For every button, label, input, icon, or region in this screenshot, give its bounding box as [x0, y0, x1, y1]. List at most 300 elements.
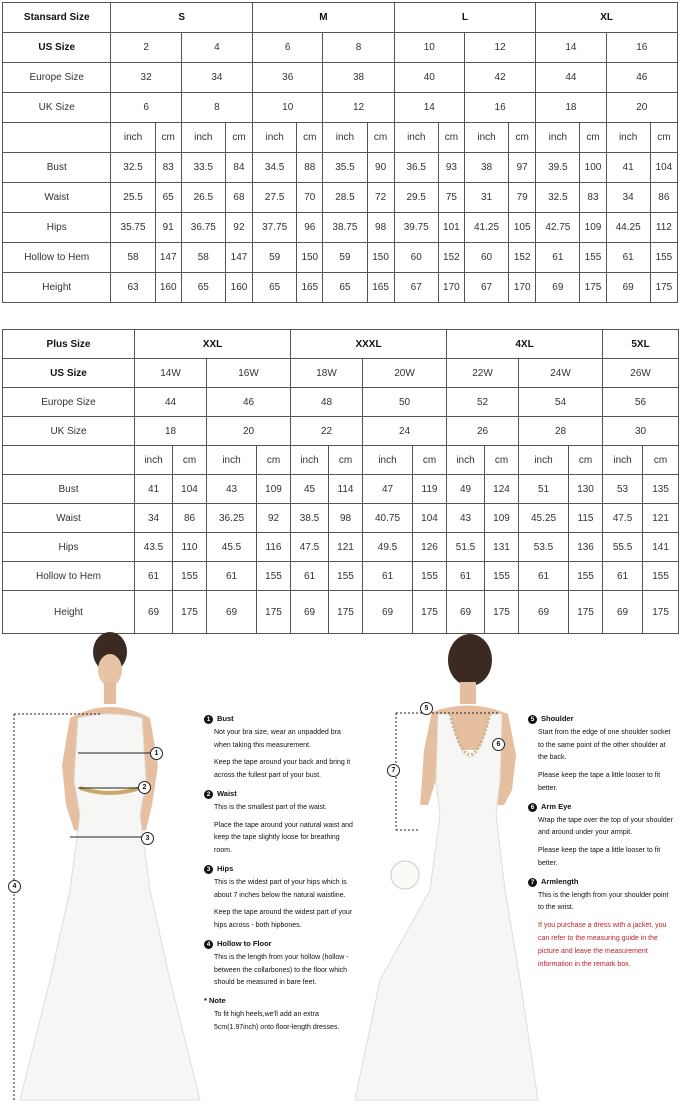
cell: 61	[603, 562, 643, 591]
unit-inch: inch	[464, 123, 508, 153]
cell: 97	[509, 153, 536, 183]
cell: 54	[519, 388, 603, 417]
cell: 69	[603, 591, 643, 634]
height-row	[3, 591, 679, 634]
cell: 49	[447, 475, 485, 504]
cell: 48	[291, 388, 363, 417]
bust-row	[3, 153, 678, 183]
number-badge: 2	[204, 790, 213, 799]
cell: 60	[394, 243, 438, 273]
cell: 16	[606, 33, 677, 63]
size-xxl: XXL	[135, 330, 291, 359]
number-badge: 4	[204, 940, 213, 949]
cell: 69	[207, 591, 257, 634]
unit-cm: cm	[643, 446, 679, 475]
unit-inch: inch	[323, 123, 367, 153]
unit-cm: cm	[580, 123, 606, 153]
cell: 51	[519, 475, 569, 504]
cell: 32	[111, 63, 181, 93]
cell: 35.5	[323, 153, 367, 183]
cell: 155	[650, 243, 677, 273]
cell: 24W	[519, 359, 603, 388]
size-m: M	[253, 3, 395, 33]
cell: 170	[509, 273, 536, 303]
cell: 165	[367, 273, 394, 303]
cell: 75	[438, 183, 464, 213]
us-size-row	[3, 359, 679, 388]
note-title: * Note	[204, 996, 226, 1006]
cell: 175	[485, 591, 519, 634]
cell: 16W	[207, 359, 291, 388]
cell: 32.5	[111, 153, 155, 183]
cell: 98	[329, 504, 363, 533]
cell: 24	[363, 417, 447, 446]
front-dress-illustration	[0, 630, 205, 1105]
cell: 61	[606, 243, 650, 273]
standard-size-label: Stansard Size	[3, 3, 111, 33]
cell: 83	[155, 153, 181, 183]
cell: 61	[536, 243, 580, 273]
cell: 6	[111, 93, 181, 123]
cell: 155	[569, 562, 603, 591]
cell: 10	[253, 93, 323, 123]
hollow-title: Hollow to Floor	[217, 938, 272, 948]
neck	[460, 682, 476, 704]
hair	[448, 634, 492, 686]
cell: 35.75	[111, 213, 155, 243]
cell: 147	[155, 243, 181, 273]
cell: 65	[253, 273, 297, 303]
cell: 98	[367, 213, 394, 243]
cell: 79	[509, 183, 536, 213]
arm-eye-text-2: Please keep the tape a little looser to fit better.	[538, 847, 661, 867]
cell: 49.5	[363, 533, 413, 562]
cell: 175	[329, 591, 363, 634]
empty-cell	[3, 123, 111, 153]
unit-cm: cm	[569, 446, 603, 475]
cell: 39.75	[394, 213, 438, 243]
guide-right	[528, 713, 676, 976]
cell: 4	[181, 33, 252, 63]
cell: 14	[536, 33, 606, 63]
cell: 63	[111, 273, 155, 303]
unit-inch: inch	[363, 446, 413, 475]
cell: 47.5	[603, 504, 643, 533]
cell: 61	[447, 562, 485, 591]
cell: 38	[323, 63, 394, 93]
row-label: Hollow to Hem	[3, 562, 135, 591]
unit-cm: cm	[297, 123, 323, 153]
armlength-heading	[528, 876, 676, 889]
marker-waist: 2	[138, 781, 151, 794]
cell: 69	[536, 273, 580, 303]
cell: 65	[155, 183, 181, 213]
unit-cm: cm	[485, 446, 519, 475]
cell: 175	[569, 591, 603, 634]
cell: 25.5	[111, 183, 155, 213]
cell: 41	[606, 153, 650, 183]
cell: 160	[225, 273, 252, 303]
cell: 60	[464, 243, 508, 273]
unit-inch: inch	[519, 446, 569, 475]
cell: 30	[603, 417, 679, 446]
cell: 2	[111, 33, 181, 63]
uk-size-row	[3, 417, 679, 446]
unit-inch: inch	[253, 123, 297, 153]
plus-size-label: Plus Size	[3, 330, 135, 359]
cell: 36.5	[394, 153, 438, 183]
waist-heading	[204, 788, 354, 801]
number-badge: 3	[204, 865, 213, 874]
unit-cm: cm	[155, 123, 181, 153]
standard-size-table	[2, 2, 678, 303]
cell: 14	[394, 93, 464, 123]
cell: 41.25	[464, 213, 508, 243]
cell: 136	[569, 533, 603, 562]
cell: 110	[173, 533, 207, 562]
cell: 10	[394, 33, 464, 63]
row-label: UK Size	[3, 93, 111, 123]
size-s: S	[111, 3, 253, 33]
jacket-note: If you purchase a dress with a jacket, you can refer to the measuring guide in the picture and leave the measurement information in the remark box.	[538, 922, 667, 968]
cell: 61	[207, 562, 257, 591]
hips-row	[3, 213, 678, 243]
cell: 175	[650, 273, 677, 303]
cell: 44	[536, 63, 606, 93]
cell: 170	[438, 273, 464, 303]
shoulder-text-1: Start from the edge of one shoulder socket to the same point of the other shoulder at the back.	[538, 728, 671, 762]
cell: 96	[297, 213, 323, 243]
cell: 72	[367, 183, 394, 213]
cell: 69	[606, 273, 650, 303]
europe-size-row	[3, 388, 679, 417]
hips-title: Hips	[217, 863, 234, 873]
cell: 12	[464, 33, 535, 63]
cell: 18	[536, 93, 606, 123]
row-label: US Size	[3, 33, 111, 63]
hollow-heading	[204, 938, 354, 951]
cell: 22	[291, 417, 363, 446]
cell: 51.5	[447, 533, 485, 562]
row-label: US Size	[3, 359, 135, 388]
cell: 91	[155, 213, 181, 243]
cell: 38.5	[291, 504, 329, 533]
number-badge: 1	[204, 715, 213, 724]
cell: 41	[135, 475, 173, 504]
cell: 29.5	[394, 183, 438, 213]
unit-inch: inch	[603, 446, 643, 475]
cell: 68	[225, 183, 252, 213]
cell: 43.5	[135, 533, 173, 562]
row-label: Waist	[3, 183, 111, 213]
cell: 37.75	[253, 213, 297, 243]
row-label: Bust	[3, 153, 111, 183]
cell: 109	[257, 475, 291, 504]
cell: 67	[464, 273, 508, 303]
marker-shoulder: 5	[420, 702, 433, 715]
cell: 69	[291, 591, 329, 634]
cell: 18	[135, 417, 207, 446]
number-badge: 7	[528, 878, 537, 887]
uk-size-row	[3, 93, 678, 123]
marker-armlength: 7	[387, 764, 400, 777]
unit-inch: inch	[207, 446, 257, 475]
unit-cm: cm	[650, 123, 677, 153]
cell: 104	[173, 475, 207, 504]
header-row	[3, 330, 679, 359]
cell: 147	[225, 243, 252, 273]
cell: 55.5	[603, 533, 643, 562]
cell: 61	[135, 562, 173, 591]
arm-eye-heading	[528, 801, 676, 814]
cell: 101	[438, 213, 464, 243]
cell: 46	[606, 63, 677, 93]
cell: 86	[173, 504, 207, 533]
size-xxxl: XXXL	[291, 330, 447, 359]
row-label: Height	[3, 273, 111, 303]
cell: 69	[135, 591, 173, 634]
cell: 126	[413, 533, 447, 562]
unit-cm: cm	[413, 446, 447, 475]
cell: 130	[569, 475, 603, 504]
bust-title: Bust	[217, 714, 234, 723]
cell: 92	[257, 504, 291, 533]
row-label: Europe Size	[3, 63, 111, 93]
cell: 43	[447, 504, 485, 533]
cell: 115	[569, 504, 603, 533]
units-row	[3, 123, 678, 153]
guide-left	[204, 713, 354, 1040]
cell: 39.5	[536, 153, 580, 183]
cell: 44	[135, 388, 207, 417]
number-badge: 6	[528, 803, 537, 812]
cell: 105	[509, 213, 536, 243]
face	[98, 654, 122, 686]
cell: 58	[111, 243, 155, 273]
row-label: Waist	[3, 504, 135, 533]
arm-eye-title: Arm Eye	[541, 801, 572, 811]
cell: 90	[367, 153, 394, 183]
cell: 112	[650, 213, 677, 243]
cell: 119	[413, 475, 447, 504]
cell: 175	[643, 591, 679, 634]
armlength-text-1: This is the length from your shoulder point to the wrist.	[538, 891, 669, 912]
cell: 38.75	[323, 213, 367, 243]
cell: 93	[438, 153, 464, 183]
bust-text-2: Keep the tape around your back and bring it across the fullest part of your bust.	[214, 759, 351, 780]
cell: 26	[447, 417, 519, 446]
row-label: Height	[3, 591, 135, 634]
cell: 69	[363, 591, 413, 634]
hollow-to-hem-row	[3, 562, 679, 591]
cell: 86	[650, 183, 677, 213]
unit-cm: cm	[257, 446, 291, 475]
unit-cm: cm	[367, 123, 394, 153]
cell: 70	[297, 183, 323, 213]
bust-heading	[204, 713, 354, 726]
cell: 53	[603, 475, 643, 504]
cell: 150	[297, 243, 323, 273]
cell: 44.25	[606, 213, 650, 243]
cell: 155	[257, 562, 291, 591]
cell: 88	[297, 153, 323, 183]
empty-cell	[3, 446, 135, 475]
cell: 56	[603, 388, 679, 417]
size-5xl: 5XL	[603, 330, 679, 359]
unit-inch: inch	[135, 446, 173, 475]
marker-bust: 1	[150, 747, 163, 760]
marker-hips: 3	[141, 832, 154, 845]
us-size-row	[3, 33, 678, 63]
cell: 121	[329, 533, 363, 562]
cell: 69	[519, 591, 569, 634]
marker-arm-eye: 6	[492, 738, 505, 751]
cell: 26.5	[181, 183, 225, 213]
cell: 34	[135, 504, 173, 533]
cell: 40.75	[363, 504, 413, 533]
cell: 45.25	[519, 504, 569, 533]
cell: 20	[207, 417, 291, 446]
cell: 100	[580, 153, 606, 183]
cell: 47	[363, 475, 413, 504]
size-4xl: 4XL	[447, 330, 603, 359]
cell: 160	[155, 273, 181, 303]
cell: 175	[173, 591, 207, 634]
cell: 26W	[603, 359, 679, 388]
waist-row	[3, 183, 678, 213]
cell: 121	[643, 504, 679, 533]
cell: 36.75	[181, 213, 225, 243]
unit-inch: inch	[291, 446, 329, 475]
bouquet	[391, 861, 419, 889]
cell: 61	[519, 562, 569, 591]
cell: 22W	[447, 359, 519, 388]
hips-row	[3, 533, 679, 562]
waist-text-2: Place the tape around your natural waist and keep the tape slightly loose for breathing room.	[214, 821, 353, 855]
plus-size-table	[2, 329, 679, 634]
unit-cm: cm	[438, 123, 464, 153]
shoulder-text-2: Please keep the tape a little looser to fit better.	[538, 772, 661, 792]
hips-text-2: Keep the tape around the widest part of your hips across - both hipbones.	[214, 909, 353, 930]
cell: 61	[363, 562, 413, 591]
cell: 20W	[363, 359, 447, 388]
cell: 36.25	[207, 504, 257, 533]
cell: 46	[207, 388, 291, 417]
cell: 16	[464, 93, 535, 123]
cell: 104	[650, 153, 677, 183]
cell: 18W	[291, 359, 363, 388]
header-row	[3, 3, 678, 33]
cell: 67	[394, 273, 438, 303]
cell: 152	[438, 243, 464, 273]
cell: 45.5	[207, 533, 257, 562]
cell: 104	[413, 504, 447, 533]
unit-cm: cm	[225, 123, 252, 153]
europe-size-row	[3, 63, 678, 93]
cell: 6	[253, 33, 323, 63]
cell: 155	[485, 562, 519, 591]
cell: 124	[485, 475, 519, 504]
neck	[104, 682, 116, 704]
waist-row	[3, 504, 679, 533]
cell: 155	[643, 562, 679, 591]
size-l: L	[394, 3, 536, 33]
cell: 61	[291, 562, 329, 591]
cell: 65	[181, 273, 225, 303]
back-dress-illustration	[350, 630, 540, 1105]
cell: 12	[323, 93, 394, 123]
cell: 150	[367, 243, 394, 273]
row-label: Europe Size	[3, 388, 135, 417]
cell: 38	[464, 153, 508, 183]
cell: 65	[323, 273, 367, 303]
cell: 43	[207, 475, 257, 504]
bust-row	[3, 475, 679, 504]
cell: 152	[509, 243, 536, 273]
cell: 42.75	[536, 213, 580, 243]
waist-text-1: This is the smallest part of the waist.	[214, 803, 327, 811]
cell: 47.5	[291, 533, 329, 562]
dress	[20, 714, 200, 1100]
cell: 40	[394, 63, 464, 93]
cell: 32.5	[536, 183, 580, 213]
unit-inch: inch	[606, 123, 650, 153]
cell: 83	[580, 183, 606, 213]
row-label: Hollow to Hem	[3, 243, 111, 273]
cell: 34	[606, 183, 650, 213]
cell: 20	[606, 93, 677, 123]
marker-hollow: 4	[8, 880, 21, 893]
cell: 50	[363, 388, 447, 417]
cell: 131	[485, 533, 519, 562]
unit-cm: cm	[509, 123, 536, 153]
unit-inch: inch	[111, 123, 155, 153]
cell: 175	[580, 273, 606, 303]
hips-text-1: This is the widest part of your hips which is about 7 inches below the natural waistline.	[214, 878, 347, 899]
shoulder-heading	[528, 713, 676, 726]
unit-inch: inch	[181, 123, 225, 153]
cell: 8	[181, 93, 252, 123]
waist-title: Waist	[217, 788, 237, 798]
cell: 34.5	[253, 153, 297, 183]
bust-text-1: Not your bra size, wear an unpadded bra when taking this measurement.	[214, 728, 341, 749]
cell: 114	[329, 475, 363, 504]
unit-cm: cm	[329, 446, 363, 475]
cell: 165	[297, 273, 323, 303]
height-row	[3, 273, 678, 303]
row-label: Bust	[3, 475, 135, 504]
cell: 109	[580, 213, 606, 243]
cell: 31	[464, 183, 508, 213]
unit-inch: inch	[447, 446, 485, 475]
row-label: Hips	[3, 533, 135, 562]
cell: 45	[291, 475, 329, 504]
cell: 84	[225, 153, 252, 183]
hips-heading	[204, 863, 354, 876]
cell: 33.5	[181, 153, 225, 183]
cell: 42	[464, 63, 535, 93]
cell: 135	[643, 475, 679, 504]
cell: 92	[225, 213, 252, 243]
cell: 116	[257, 533, 291, 562]
arm-eye-text-1: Wrap the tape over the top of your shoulder and around under your armpit.	[538, 816, 673, 837]
cell: 59	[253, 243, 297, 273]
cell: 69	[447, 591, 485, 634]
cell: 155	[580, 243, 606, 273]
size-xl: XL	[536, 3, 678, 33]
hollow-text-1: This is the length from your hollow (hollow - between the collarbones) to the floor which should be measured in bare feet.	[214, 953, 349, 987]
cell: 59	[323, 243, 367, 273]
